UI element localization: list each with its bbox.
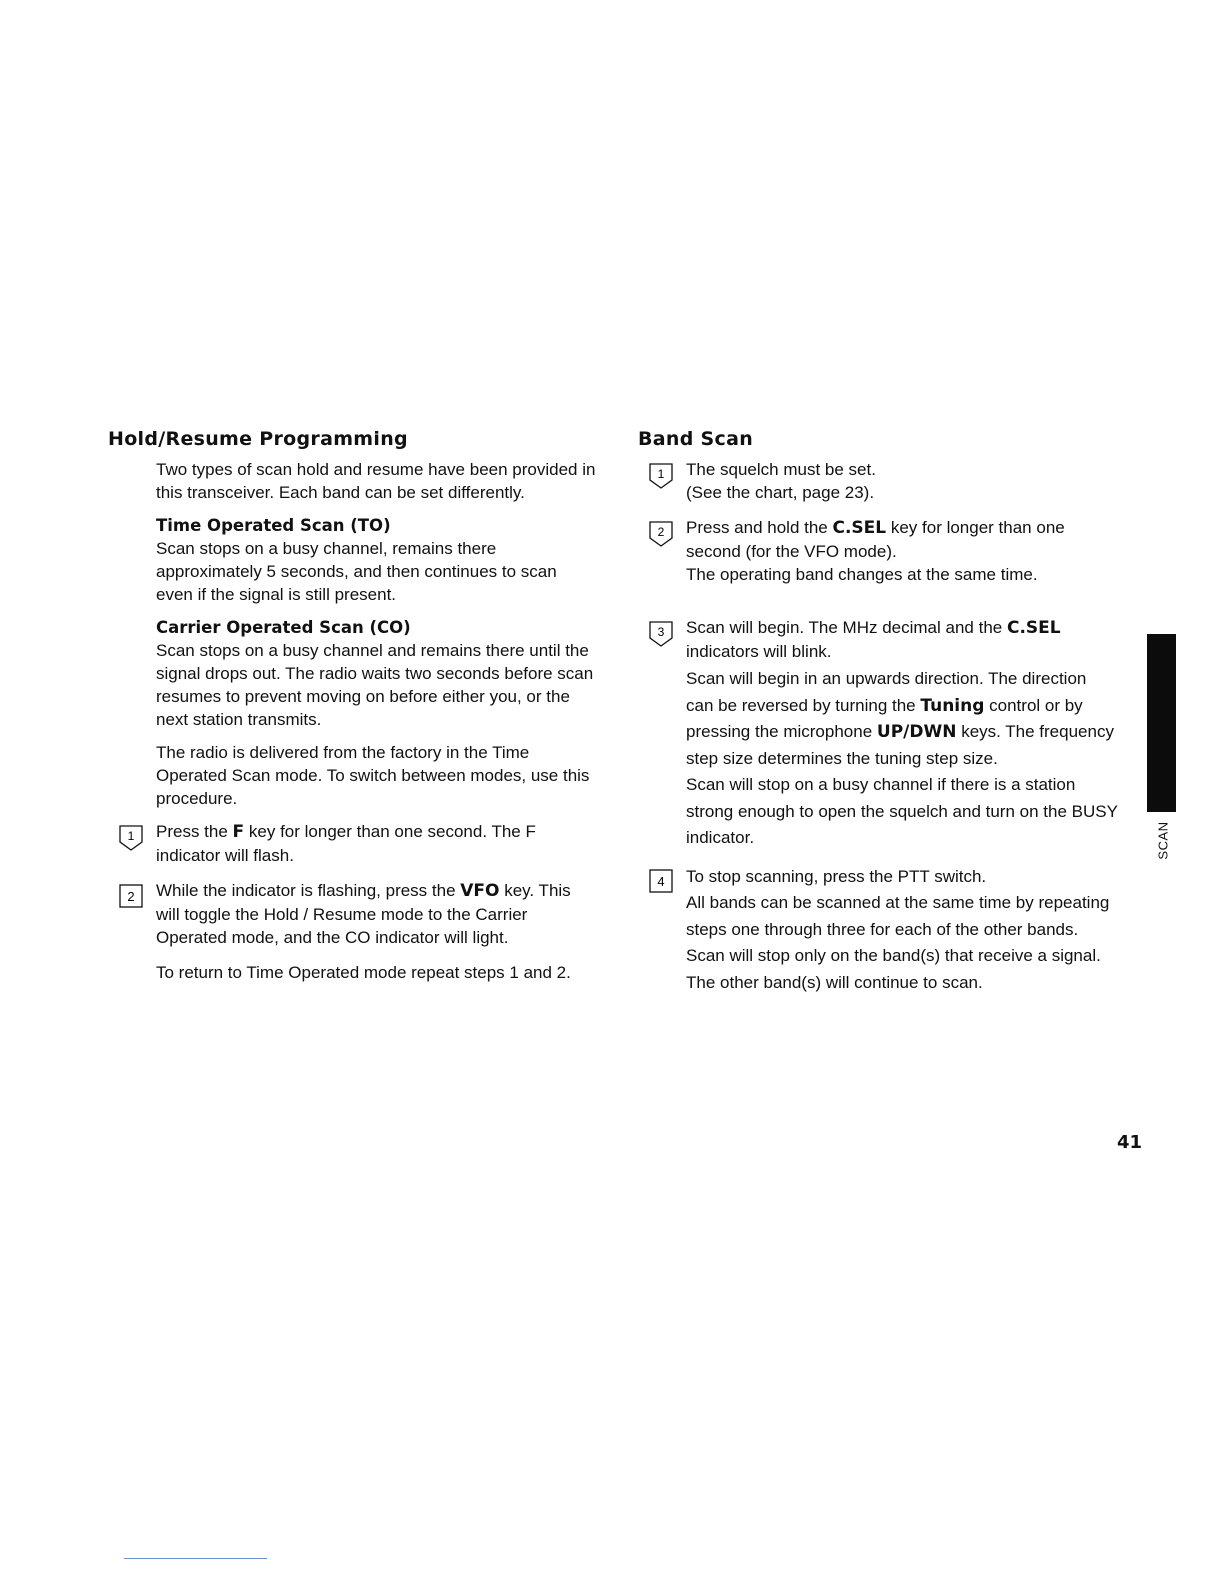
right-column [638, 428, 1118, 1008]
default-mode-paragraph: The radio is delivered from the factory in the Time Operated Scan mode. To switch between modes, use this procedure. [156, 743, 590, 808]
key-up-dwn: UP/DWN [876, 722, 957, 742]
right-step-3: 3 Scan will begin. The MHz decimal and the C.SEL indicators will blink. Scan will begin in an upwards direction. The direction can be reversed by turning the Tuning control or by pressing the microphone UP/DWN keys. The frequency step size determines the tuning step size. Scan will stop on a busy channel if there is a station strong enough to open the squelch and turn on the BUSY indicator. [638, 616, 1118, 852]
step-marker-round [648, 462, 674, 490]
step-marker-round [648, 620, 674, 648]
section-tab-marker [1147, 634, 1176, 812]
left-step-1: 1 Press the F key for longer than one second. The F indicator will flash. [108, 820, 598, 867]
hold-resume-body [156, 458, 598, 810]
svg-text:4: 4 [657, 873, 665, 889]
right-step-2: 2 Press and hold the C.SEL key for longer than one second (for the VFO mode). The operating band changes at the same time. [638, 516, 1118, 586]
step-marker-square [648, 868, 674, 896]
step-marker-round [648, 520, 674, 548]
key-f: F [232, 822, 245, 842]
left-column [108, 428, 598, 994]
svg-text:2: 2 [657, 525, 665, 539]
bottom-rule [124, 1558, 267, 1559]
return-paragraph: To return to Time Operated mode repeat steps 1 and 2. [156, 963, 571, 982]
key-tuning: Tuning [920, 695, 985, 716]
svg-text:3: 3 [657, 625, 665, 639]
key-csel: C.SEL [1006, 618, 1061, 638]
to-subheading: Time Operated Scan (TO) [156, 516, 391, 535]
section-heading-hold-resume: Hold/Resume Programming [108, 428, 408, 450]
co-paragraph: Scan stops on a busy channel and remains there until the signal drops out. The radio waits two seconds before scan resumes to prevent moving on before either you, or the next station transmits. [156, 641, 594, 729]
right-step-4: 4 To stop scanning, press the PTT switch. All bands can be scanned at the same time by repeating steps one through three for each of the other bands. Scan will stop only on the band(s) that receive a signal. The other band(s) will continue to scan. [638, 864, 1118, 997]
step-marker-round [118, 824, 144, 852]
to-paragraph: Scan stops on a busy channel, remains there approximately 5 seconds, and then continues to scan even if the signal is still present. [156, 539, 557, 604]
left-step-2: 2 While the indicator is flashing, press the VFO key. This will toggle the Hold / Resume mode to the Carrier Operated mode, and the CO indicator will light. [108, 879, 598, 949]
section-tab-label: SCAN [1155, 821, 1171, 860]
key-vfo: VFO [460, 881, 500, 901]
step-marker-square [118, 883, 144, 911]
right-step-1: 1 The squelch must be set. (See the chart, page 23). [638, 458, 1118, 504]
page-number: 41 [1117, 1132, 1143, 1153]
svg-text:2: 2 [127, 889, 135, 904]
key-csel: C.SEL [832, 518, 887, 538]
svg-text:1: 1 [127, 829, 135, 843]
co-subheading: Carrier Operated Scan (CO) [156, 618, 411, 637]
section-heading-band-scan: Band Scan [638, 428, 754, 450]
svg-text:1: 1 [657, 467, 665, 481]
intro-paragraph: Two types of scan hold and resume have been provided in this transceiver. Each band can be set differently. [156, 460, 596, 502]
